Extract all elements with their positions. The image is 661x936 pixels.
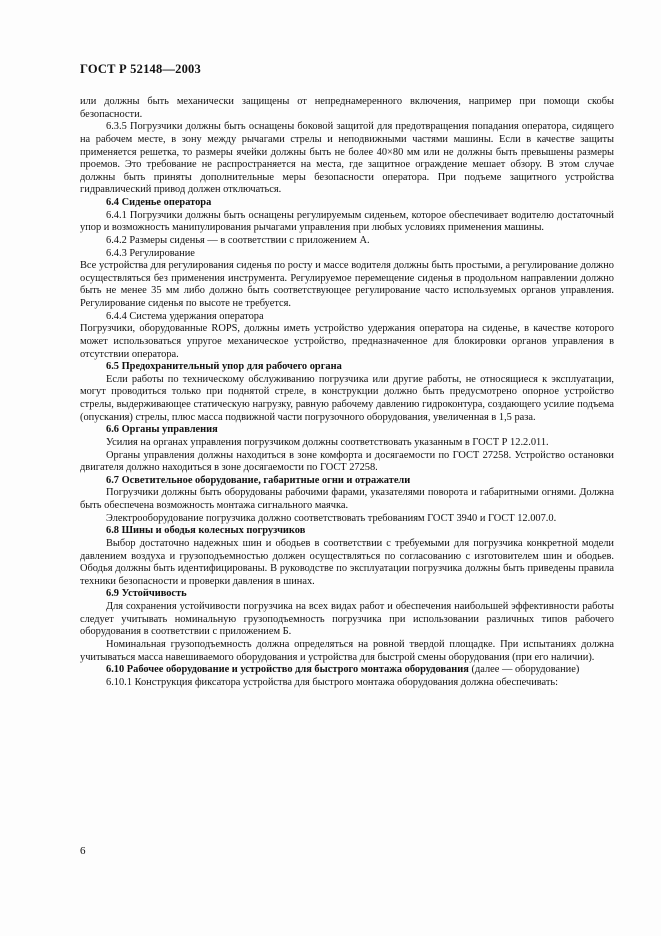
paragraph: 6.4.2 Размеры сиденья — в соответствии с приложением А. bbox=[106, 234, 370, 246]
paragraph: 6.4.4 Система удержания оператора bbox=[106, 310, 264, 322]
paragraph: Все устройства для регулирования сиденья по росту и массе водителя должны быть простыми, а регулирование должно осуществляться без применения инструмента. Регулируемое перемещение сиденья в продольном направлении должно быть не менее 35 мм либо должно быть соответствующее регулирование часто используемых органов управления. Регулирование сиденья по высоте не требуется. bbox=[80, 260, 614, 309]
section-heading: 6.5 Предохранительный упор для рабочего органа bbox=[106, 361, 342, 373]
paragraph: 6.4.3 Регулирование bbox=[106, 247, 195, 259]
section-heading-tail: (далее — оборудование) bbox=[468, 664, 580, 676]
section-heading: 6.7 Осветительное оборудование, габаритные огни и отражатели bbox=[106, 474, 411, 486]
paragraph: Номинальная грузоподъемность должна определяться на ровной твердой площадке. При испытаниях должна учитываться масса навешиваемого оборудования и устройства для быстрой смены оборудования (при его наличии). bbox=[80, 638, 614, 663]
paragraph: Для сохранения устойчивости погрузчика на всех видах работ и обеспечения наибольшей эффективности работы следует учитывать номинальную грузоподъемность погрузчика при использовании различных типов рабочего оборудования в соответствии с приложением Б. bbox=[80, 601, 614, 638]
document-body bbox=[80, 96, 614, 689]
section-heading: 6.8 Шины и ободья колесных погрузчиков bbox=[106, 525, 306, 537]
paragraph: Выбор достаточно надежных шин и ободьев в соответствии с требуемыми для погрузчика конкретной модели давлением воздуха и грузоподъемностью должен осуществляться по согласованию с изготовителем шин и ободьев. Ободья должны быть идентифицированы. В руководстве по эксплуатации погрузчика должны быть приведены правила техники безопасности и проверки давления в шинах. bbox=[80, 537, 614, 587]
section-heading-mixed bbox=[80, 664, 614, 677]
paragraph: или должны быть механически защищены от непреднамеренного включения, например при помощи скобы безопасности. bbox=[80, 96, 614, 120]
paragraph: 6.10.1 Конструкция фиксатора устройства для быстрого монтажа оборудования должна обеспечивать: bbox=[106, 676, 559, 688]
paragraph: Если работы по техническому обслуживанию погрузчика или другие работы, не относящиеся к эксплуатации, могут проводиться только при поднятой стреле, в конструкции должно быть предусмотрено опорное устройство стрелы, выдерживающее статическую нагрузку, равную рабочему давлению гидроконтура, создающего усилие подъема (опускания) стрелы, плюс масса подвижной части погрузочного оборудования, увеличенная в 1,5 раза. bbox=[80, 373, 614, 423]
section-heading-bold: 6.10 Рабочее оборудование и устройство для быстрого монтажа оборудования bbox=[106, 664, 469, 676]
section-heading: 6.6 Органы управления bbox=[106, 424, 218, 436]
paragraph: 6.3.5 Погрузчики должны быть оснащены боковой защитой для предотвращения попадания оператора, сидящего на рабочем месте, в зону между рычагами стрелы и неподвижными частями машины. Если в качестве защиты применяется решетка, то размеры ячейки должны быть не более 40×80 мм или не должны быть превышены размеры проемов. Это требование не распространяется на места, где защитное ограждение мешает обзору. В этом случае должны быть приняты дополнительные меры безопасности оператора. При подъеме защитного устройства гидравлический привод должен отключаться. bbox=[80, 121, 614, 196]
document-header: ГОСТ Р 52148—2003 bbox=[80, 62, 201, 76]
paragraph: Электрооборудование погрузчика должно соответствовать требованиям ГОСТ 3940 и ГОСТ 12.007.0. bbox=[106, 512, 557, 524]
paragraph: Усилия на органах управления погрузчиком должны соответствовать указанным в ГОСТ Р 12.2.011. bbox=[106, 436, 549, 448]
section-heading: 6.9 Устойчивость bbox=[106, 588, 187, 600]
paragraph: 6.4.1 Погрузчики должны быть оснащены регулируемым сиденьем, которое обеспечивает водителю достаточный упор и возможность манипулирования рычагами управления при любых условиях применения машины. bbox=[80, 209, 614, 234]
paragraph: Погрузчики, оборудованные ROPS, должны иметь устройство удержания оператора на сиденье, в качестве которого может использоваться упругое механическое устройство, предназначенное для блокировки органов управления в отсутствии оператора. bbox=[80, 323, 614, 360]
page-number: 6 bbox=[80, 845, 86, 857]
section-heading: 6.4 Сиденье оператора bbox=[106, 197, 212, 208]
paragraph: Органы управления должны находиться в зоне комфорта и досягаемости по ГОСТ 27258. Устройство остановки двигателя должно находиться в зоне досягаемости по ГОСТ 27258. bbox=[80, 449, 614, 474]
paragraph: Погрузчики должны быть оборудованы рабочими фарами, указателями поворота и габаритными огнями. Должна быть обеспечена возможность монтажа сигнального маячка. bbox=[80, 487, 614, 511]
